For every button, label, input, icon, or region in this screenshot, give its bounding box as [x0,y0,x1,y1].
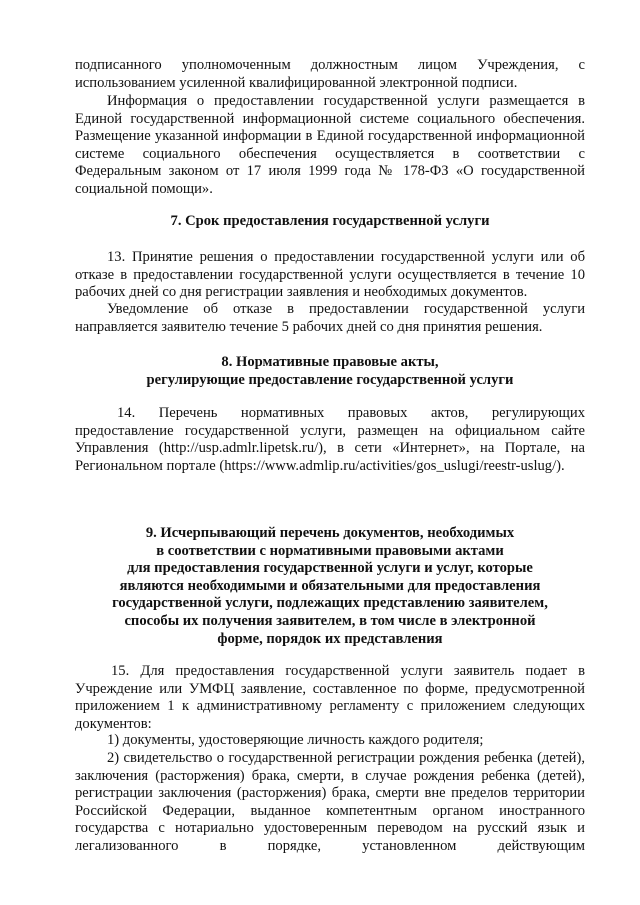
section-9-heading-line: для предоставления государственной услуги и услуг, которые [127,560,533,577]
paragraph-13: 13. Принятие решения о предоставлении государственной услуги или об отказе в предоставлении государственной услуги осуществляется в течение 10 рабочих дней со дня регистрации заявления и необходимых документов. [75,249,585,301]
info-paragraph: Информация о предоставлении государственной услуги размещается в Единой государственной информационной системе социального обеспечения. Размещение указанной информации в Единой государственной информационной системе социального обеспечения осуществляется в соответствии с Федеральным законом от 17 июля 1999 года № 178-ФЗ «О государственной социальной помощи». [75,93,585,197]
notice-paragraph: Уведомление об отказе в предоставлении государственной услуги направляется заявителю течение 5 рабочих дней со дня принятия решения. [75,301,585,335]
section-9-heading-line: являются необходимыми и обязательными для предоставления [119,577,541,594]
section-8-heading-line: 8. Нормативные правовые акты, [221,354,439,370]
intro-paragraph: подписанного уполномоченным должностным лицом Учреждения, с использованием усиленной квалифицированной электронной подписи. [75,57,585,91]
paragraph-14: 14. Перечень нормативных правовых актов, регулирующих предоставление государственной услуги, размещен на официальном сайте Управления (http://usp.admlr.lipetsk.ru/), в сети «Интернет», на Портале, на Региональном портале (https://www.admlip.ru/activities/gos_uslugi/reestr-uslug/). [75,405,585,474]
section-8-heading-line: регулирующие предоставление государственной услуги [146,371,514,388]
section-9-heading-line: в соответствии с нормативными правовыми актами [156,542,504,559]
list-item-1: 1) документы, удостоверяющие личность каждого родителя; [107,732,484,748]
section-9-heading-line: 9. Исчерпывающий перечень документов, необходимых [145,525,515,541]
paragraph-15: 15. Для предоставления государственной услуги заявитель подает в Учреждение или УМФЦ заявление, составленное по форме, предусмотренной приложением 1 к административному регламенту с приложением следующих документов: [75,663,585,732]
section-9-heading [70,525,590,648]
list-item-2: 2) свидетельство о государственной регистрации рождения ребенка (детей), заключения (расторжения) брака, смерти, в случае рождения ребенка (детей), регистрации заключения (расторжения) брака, смерти вне пределов территории Российской Федерации, выданное компетентным органом иностранного государства с нотариально удостоверенным переводом на русский язык и легализованного в порядке, установленном действующим [75,750,585,854]
section-8-heading [70,354,590,389]
section-7-heading: 7. Срок предоставления государственной услуги [170,213,490,229]
section-9-heading-line: способы их получения заявителем, в том числе в электронной [124,612,536,629]
section-9-heading-line: форме, порядок их представления [217,630,443,647]
section-9-heading-line: государственной услуги, подлежащих представлению заявителем, [112,595,548,612]
